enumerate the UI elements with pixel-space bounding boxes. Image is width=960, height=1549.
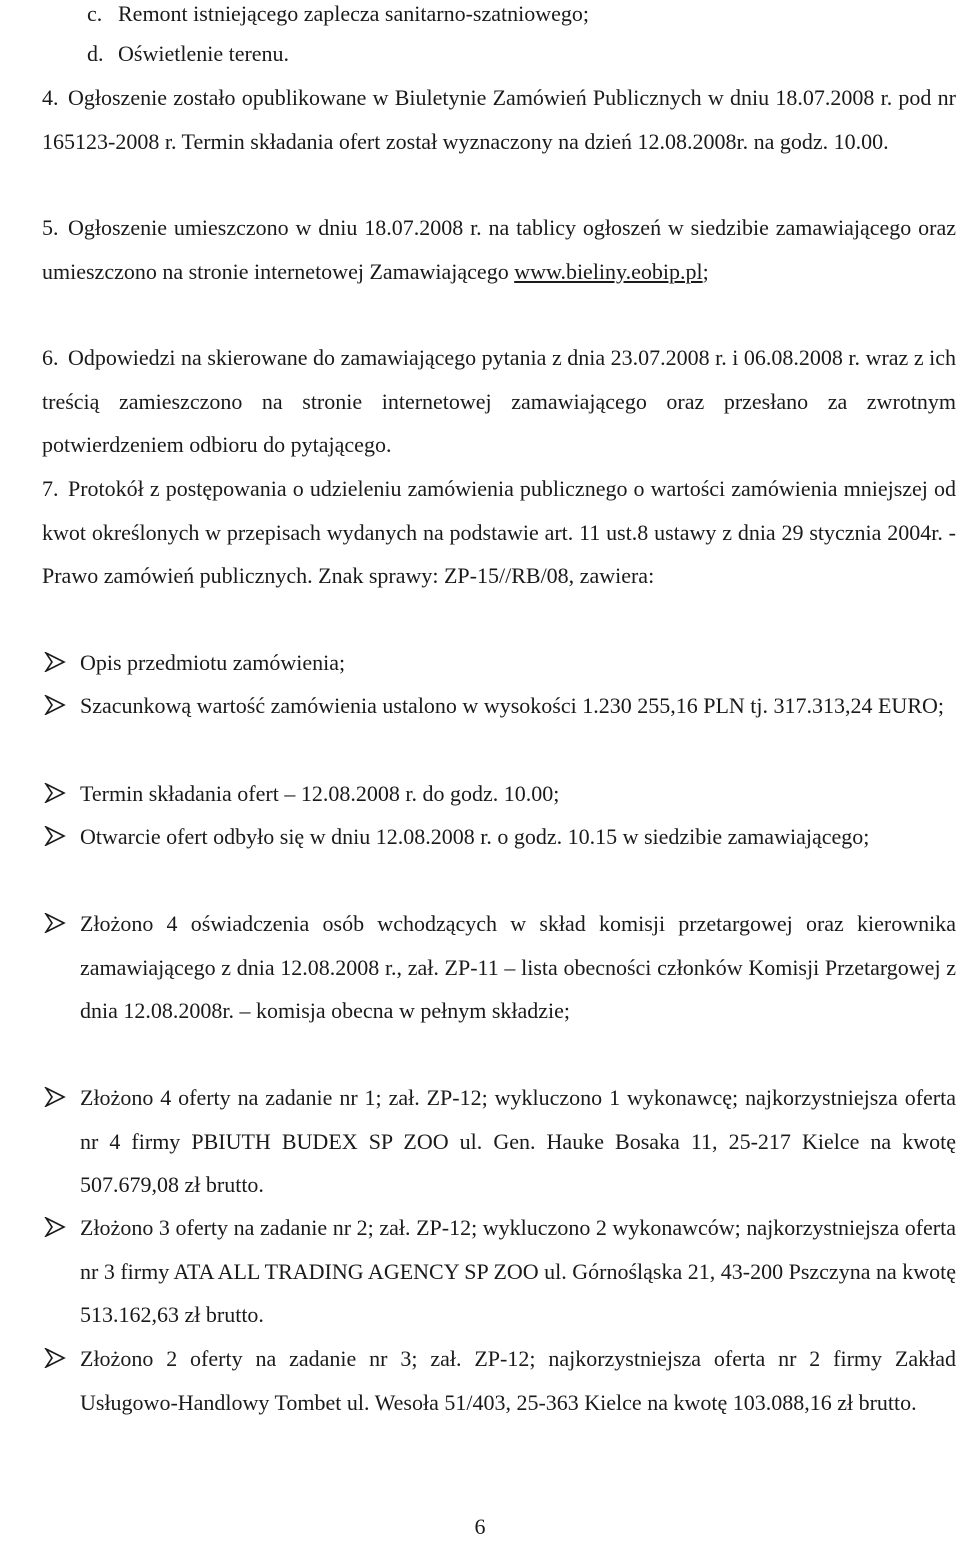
item-text-after: ; (702, 258, 709, 284)
bullet-text: Złożono 2 oferty na zadanie nr 3; zał. ZP-12; najkorzystniejsza oferta nr 2 firmy Zakład Usługowo-Handlowy Tombet ul. Wesoła 51/403, 25-363 Kielce na kwotę 103.088,16 zł brutto. (80, 1346, 956, 1415)
arrow-bullet-icon (42, 1337, 68, 1381)
item-4 (42, 76, 956, 163)
bullet-text: Szacunkową wartość zamówienia ustalono w wysokości 1.230 255,16 PLN tj. 317.313,24 EURO; (80, 693, 944, 718)
item-7 (42, 467, 956, 598)
bullet-item (42, 641, 956, 685)
item-4-paragraph (42, 76, 956, 163)
item-text: Ogłoszenie umieszczono w dniu 18.07.2008 r. na tablicy ogłoszeń w siedzibie zamawiającego oraz umieszczono na stronie internetowej Zamawiającego (42, 215, 956, 284)
arrow-bullet-icon (42, 1076, 68, 1120)
item-7-paragraph (42, 467, 956, 598)
arrow-bullet-icon (42, 902, 68, 946)
bullet-text: Złożono 4 oferty na zadanie nr 1; zał. ZP-12; wykluczono 1 wykonawcę; najkorzystniejsza oferta nr 4 firmy PBIUTH BUDEX SP ZOO ul. Gen. Hauke Bosaka 11, 25-217 Kielce na kwotę 507.679,08 zł brutto. (80, 1085, 956, 1197)
bullet-text: Opis przedmiotu zamówienia; (80, 650, 346, 675)
sub-item-c (87, 0, 589, 36)
arrow-bullet-icon (42, 684, 68, 728)
item-number: 7. (42, 476, 59, 501)
bullet-item (42, 1076, 956, 1207)
arrow-bullet-icon (42, 1206, 68, 1250)
item-text: Ogłoszenie zostało opublikowane w Biuletynie Zamówień Publicznych w dniu 18.07.2008 r. pod nr 165123-2008 r. Termin składania ofert został wyznaczony na dzień 12.08.2008r. na godz. 10.00. (42, 85, 956, 154)
bullet-item (42, 772, 956, 816)
sub-item-d (87, 32, 290, 76)
bullet-item (42, 1206, 956, 1337)
page-number: 6 (474, 1514, 486, 1539)
bullet-text: Złożono 4 oświadczenia osób wchodzących w skład komisji przetargowej oraz kierownika zamawiającego z dnia 12.08.2008 r., zał. ZP-11 – lista obecności członków Komisji Przetargowej z dnia 12.08.2008r. – komisja obecna w pełnym składzie; (80, 911, 956, 1023)
item-6 (42, 336, 956, 467)
item-number: 6. (42, 345, 59, 370)
bullet-item (42, 684, 956, 728)
sub-item-marker: d. (87, 41, 104, 66)
website-link[interactable]: www.bieliny.eobip.pl (514, 258, 703, 284)
item-5 (42, 206, 956, 293)
bullet-text: Termin składania ofert – 12.08.2008 r. do godz. 10.00; (80, 781, 560, 806)
sub-item-text: Remont istniejącego zaplecza sanitarno-szatniowego; (118, 1, 589, 26)
arrow-bullet-icon (42, 772, 68, 816)
bullet-item (42, 902, 956, 1033)
item-number: 5. (42, 215, 59, 240)
sub-item-marker: c. (87, 1, 103, 26)
arrow-bullet-icon (42, 815, 68, 859)
item-text: Protokół z postępowania o udzieleniu zamówienia publicznego o wartości zamówienia mniejszej od kwot określonych w przepisach wydanych na podstawie art. 11 ust.8 ustawy z dnia 29 stycznia 2004r. - Prawo zamówień publicznych. Znak sprawy: ZP-15//RB/08, zawiera: (42, 476, 956, 588)
bullet-text: Złożono 3 oferty na zadanie nr 2; zał. ZP-12; wykluczono 2 wykonawców; najkorzystniejsza oferta nr 3 firmy ATA ALL TRADING AGENCY SP ZOO ul. Górnośląska 21, 43-200 Pszczyna na kwotę 513.162,63 zł brutto. (80, 1215, 956, 1327)
bullet-item (42, 815, 956, 859)
arrow-bullet-icon (42, 641, 68, 685)
bullet-item (42, 1337, 956, 1424)
item-5-paragraph (42, 206, 956, 293)
bullet-text: Otwarcie ofert odbyło się w dniu 12.08.2008 r. o godz. 10.15 w siedzibie zamawiającego; (80, 824, 870, 849)
item-number: 4. (42, 85, 59, 110)
sub-item-text: Oświetlenie terenu. (118, 41, 290, 66)
item-6-paragraph (42, 336, 956, 467)
item-text: Odpowiedzi na skierowane do zamawiającego pytania z dnia 23.07.2008 r. i 06.08.2008 r. wraz z ich treścią zamieszczono na stronie internetowej zamawiającego oraz przesłano za zwrotnym potwierdzeniem odbioru do pytającego. (42, 345, 956, 457)
